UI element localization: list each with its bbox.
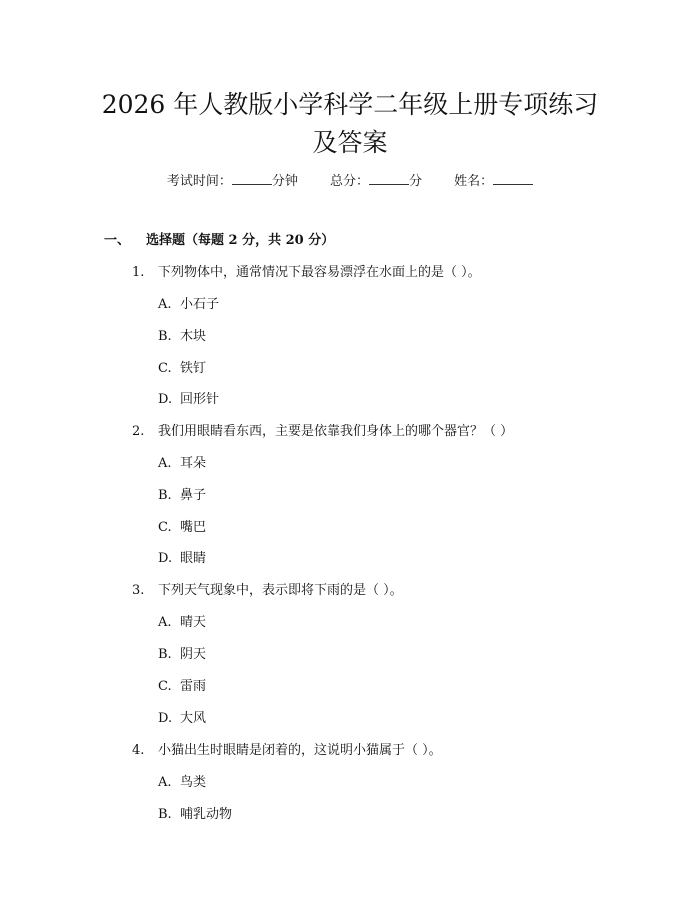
option-letter: B. [158, 647, 172, 662]
question-number: 3. [132, 583, 145, 598]
option-text: 鸟类 [180, 775, 207, 790]
title-line-1: 2026 年人教版小学科学二年级上册专项练习 [101, 90, 599, 119]
option-text: 小石子 [180, 297, 220, 312]
question-1 [132, 261, 481, 280]
option-2d [158, 547, 206, 566]
option-letter: B. [158, 807, 172, 822]
exam-time [167, 174, 302, 189]
option-2a [158, 452, 206, 471]
option-text: 雷雨 [180, 679, 207, 694]
exam-time-label: 考试时间： [166, 174, 232, 189]
option-2c [158, 516, 206, 535]
exam-time-unit: 分钟 [271, 174, 298, 189]
option-1d [158, 388, 219, 407]
question-text: 小猫出生时眼睛是闭着的，这说明小猫属于（ ）。 [158, 743, 442, 758]
option-text: 晴天 [180, 615, 207, 630]
option-text: 阴天 [180, 647, 207, 662]
title-line-2: 及答案 [312, 128, 388, 157]
student-name [454, 174, 533, 189]
option-3a [158, 611, 206, 630]
option-3d [158, 707, 206, 726]
question-3 [132, 579, 403, 598]
option-text: 嘴巴 [180, 520, 207, 535]
option-letter: A. [158, 615, 172, 630]
option-2b [158, 484, 206, 503]
option-text: 眼睛 [180, 551, 207, 566]
section-title: 选择题（每题 2 分，共 20 分） [146, 233, 335, 248]
option-letter: D. [158, 711, 173, 726]
student-name-label: 姓名： [454, 174, 494, 189]
total-score-label: 总分： [329, 174, 369, 189]
option-letter: B. [158, 329, 172, 344]
option-letter: A. [158, 775, 172, 790]
option-text: 鼻子 [180, 488, 207, 503]
option-3b [158, 643, 206, 662]
option-1c [158, 357, 206, 376]
option-4a [158, 771, 206, 790]
option-text: 铁钉 [180, 361, 207, 376]
option-letter: D. [158, 551, 173, 566]
question-text: 我们用眼睛看东西，主要是依靠我们身体上的哪个器官？（ ） [158, 424, 514, 439]
option-1a [158, 293, 219, 312]
option-1b [158, 325, 206, 344]
document-title [0, 88, 700, 164]
option-letter: C. [158, 520, 172, 535]
question-number: 4. [132, 743, 145, 758]
option-4b [158, 803, 232, 822]
option-text: 木块 [180, 329, 207, 344]
exam-info [0, 170, 700, 189]
question-text: 下列物体中，通常情况下最容易漂浮在水面上的是（ ）。 [158, 265, 481, 280]
option-text: 大风 [180, 711, 207, 726]
student-name-blank [493, 172, 533, 185]
option-letter: D. [158, 392, 173, 407]
section-heading [104, 229, 334, 248]
exam-time-blank [232, 172, 272, 185]
question-text: 下列天气现象中，表示即将下雨的是（ ）。 [158, 583, 403, 598]
option-text: 回形针 [180, 392, 220, 407]
option-letter: A. [158, 456, 172, 471]
question-4 [132, 739, 442, 758]
option-letter: A. [158, 297, 172, 312]
total-score-unit: 分 [409, 174, 423, 189]
section-number: 一、 [104, 233, 131, 248]
option-3c [158, 675, 206, 694]
total-score [330, 174, 426, 189]
option-letter: B. [158, 488, 172, 503]
question-number: 1. [132, 265, 145, 280]
question-number: 2. [132, 424, 145, 439]
total-score-blank [369, 172, 409, 185]
option-text: 哺乳动物 [180, 807, 233, 822]
option-text: 耳朵 [180, 456, 207, 471]
option-letter: C. [158, 361, 172, 376]
question-2 [132, 420, 513, 439]
option-letter: C. [158, 679, 172, 694]
